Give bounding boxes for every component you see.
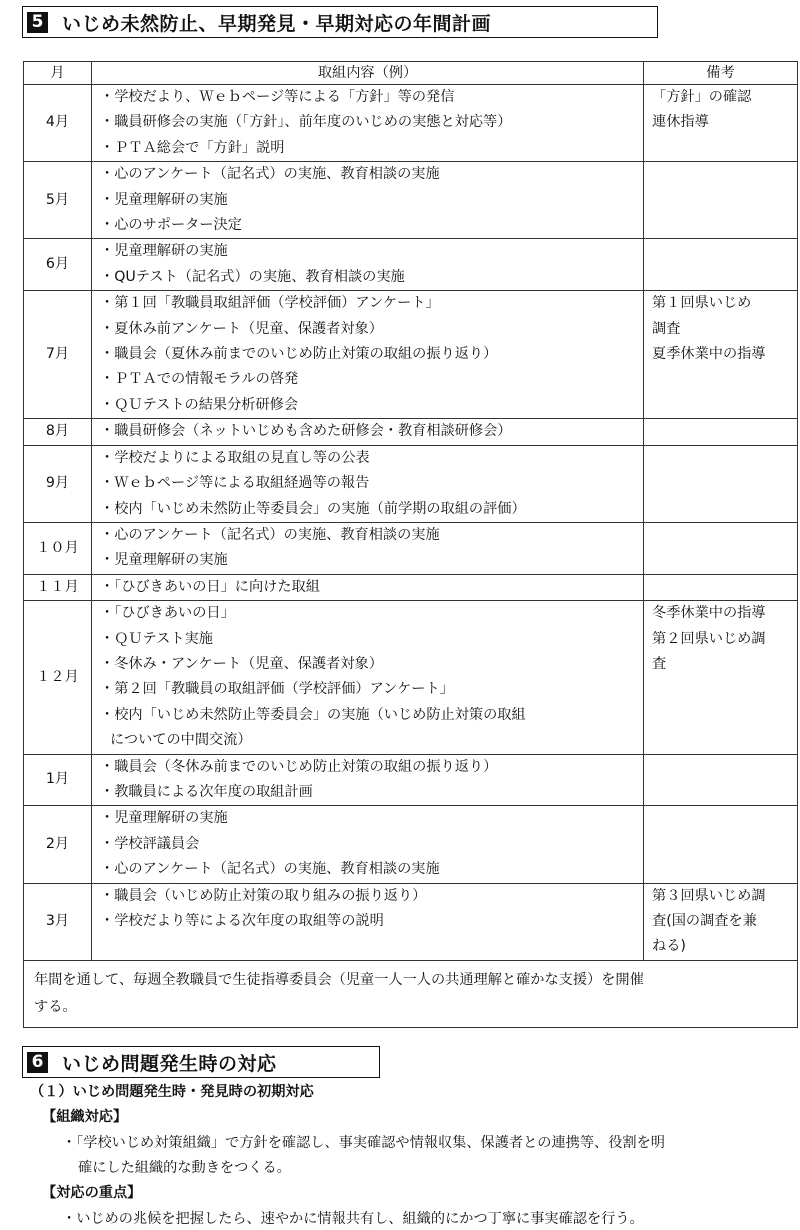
notes-cell bbox=[644, 445, 798, 522]
footer-row bbox=[24, 960, 798, 1027]
content-item: ・児童理解研の実施 bbox=[100, 243, 228, 260]
org-heading: 【組織対応】 bbox=[42, 1109, 128, 1125]
content-item: ・Ｗｅｂページ等による取組経過等の報告 bbox=[100, 475, 370, 492]
month-cell: 5月 bbox=[24, 162, 92, 239]
section-title: いじめ未然防止、早期発見・早期対応の年間計画 bbox=[62, 12, 492, 35]
content-item: ・冬休み・アンケート（児童、保護者対象） bbox=[100, 655, 383, 672]
content-cell bbox=[92, 291, 644, 419]
table-row bbox=[24, 574, 798, 600]
table-row bbox=[24, 445, 798, 522]
content-item: についての中間交流） bbox=[110, 732, 252, 749]
footer-line: する。 bbox=[34, 998, 77, 1015]
content-cell bbox=[92, 522, 644, 574]
table-row bbox=[24, 419, 798, 445]
month-cell: 9月 bbox=[24, 445, 92, 522]
content-item: ・教職員による次年度の取組計画 bbox=[100, 783, 313, 800]
table-row bbox=[24, 85, 798, 162]
content-item: ・ＰＴＡでの情報モラルの啓発 bbox=[100, 371, 299, 388]
table-row bbox=[24, 601, 798, 754]
header-content: 取組内容（例） bbox=[92, 62, 644, 85]
table-row bbox=[24, 239, 798, 291]
month-cell: 1月 bbox=[24, 754, 92, 806]
content-item: ・夏休み前アンケート（児童、保護者対象） bbox=[100, 320, 383, 337]
notes-cell bbox=[644, 806, 798, 883]
note-line: 査(国の調査を兼 bbox=[652, 913, 757, 929]
note-line: 連休指導 bbox=[652, 114, 709, 131]
footer-line: 年間を通して、毎週全教職員で生徒指導委員会（児童一人一人の共通理解と確かな支援）を開催 bbox=[34, 971, 644, 988]
content-item: ・児童理解研の実施 bbox=[100, 191, 228, 208]
section-6-heading bbox=[22, 1046, 380, 1078]
content-cell bbox=[92, 754, 644, 806]
content-item: ・QUテスト（記名式）の実施、教育相談の実施 bbox=[100, 268, 405, 285]
notes-cell bbox=[644, 419, 798, 445]
table-row bbox=[24, 883, 798, 960]
notes-cell bbox=[644, 522, 798, 574]
content-item: ・職員研修会の実施（「方針」、前年度のいじめの実態と対応等） bbox=[100, 114, 512, 131]
org-text-line: 確にした組織的な動きをつくる。 bbox=[78, 1160, 291, 1176]
section-5-heading bbox=[22, 6, 658, 38]
priority-text-line: ・いじめの兆候を把握したら、速やかに情報共有し、組織的にかつ丁寧に事実確認を行う。 bbox=[62, 1211, 644, 1227]
content-item: ・ＱＵテストの結果分析研修会 bbox=[100, 396, 299, 413]
content-item: ・心のアンケート（記名式）の実施、教育相談の実施 bbox=[100, 166, 440, 183]
annual-plan-table bbox=[23, 61, 798, 1028]
header-month: 月 bbox=[24, 62, 92, 85]
content-item: ・第１回「教職員取組評価（学校評価）アンケート」 bbox=[100, 295, 440, 312]
section-number-badge: 6 bbox=[27, 1052, 48, 1073]
content-cell bbox=[92, 239, 644, 291]
priority-heading: 【対応の重点】 bbox=[42, 1185, 142, 1201]
content-item: ・学校だより、Ｗｅｂページ等による「方針」等の発信 bbox=[100, 89, 455, 105]
content-cell bbox=[92, 574, 644, 600]
content-cell bbox=[92, 85, 644, 162]
note-line: 第３回県いじめ調 bbox=[652, 887, 766, 904]
table-row bbox=[24, 291, 798, 419]
note-line: 冬季休業中の指導 bbox=[652, 605, 766, 622]
table-row bbox=[24, 806, 798, 883]
org-text-line: ・「学校いじめ対策組織」で方針を確認し、事実確認や情報収集、保護者との連携等、役割を明 bbox=[62, 1135, 665, 1151]
note-line: 第２回県いじめ調 bbox=[652, 630, 766, 647]
notes-cell bbox=[644, 239, 798, 291]
content-item: ・第２回「教職員の取組評価（学校評価）アンケート」 bbox=[100, 681, 454, 698]
month-cell: 2月 bbox=[24, 806, 92, 883]
content-cell bbox=[92, 162, 644, 239]
content-item: ・「ひびきあいの日」に向けた取組 bbox=[100, 578, 320, 595]
content-item: ・職員会（冬休み前までのいじめ防止対策の取組の振り返り） bbox=[100, 758, 498, 775]
content-item: ・校内「いじめ未然防止等委員会」の実施（いじめ防止対策の取組 bbox=[100, 706, 526, 723]
note-line: ねる) bbox=[652, 938, 686, 955]
notes-cell bbox=[644, 883, 798, 960]
note-line: 調査 bbox=[652, 320, 681, 337]
content-cell bbox=[92, 445, 644, 522]
content-item: ・学校だより等による次年度の取組等の説明 bbox=[100, 913, 384, 929]
header-notes: 備考 bbox=[644, 62, 798, 85]
note-line: 第１回県いじめ bbox=[652, 295, 752, 312]
content-item: ・児童理解研の実施 bbox=[100, 552, 228, 569]
table-header-row bbox=[24, 62, 798, 85]
content-item: ・学校評議員会 bbox=[100, 835, 200, 852]
content-item: ・職員研修会（ネットいじめも含めた研修会・教育相談研修会） bbox=[100, 423, 512, 440]
notes-cell bbox=[644, 574, 798, 600]
table-row bbox=[24, 162, 798, 239]
notes-cell bbox=[644, 754, 798, 806]
notes-cell bbox=[644, 162, 798, 239]
month-cell: 7月 bbox=[24, 291, 92, 419]
content-item: ・校内「いじめ未然防止等委員会」の実施（前学期の取組の評価） bbox=[100, 500, 526, 517]
content-cell bbox=[92, 806, 644, 883]
notes-cell bbox=[644, 291, 798, 419]
month-cell: 4月 bbox=[24, 85, 92, 162]
notes-cell bbox=[644, 601, 798, 754]
note-line: 査 bbox=[652, 655, 667, 672]
content-item: ・児童理解研の実施 bbox=[100, 810, 228, 827]
content-item: ・ＱＵテスト実施 bbox=[100, 630, 213, 647]
month-cell: １１月 bbox=[24, 574, 92, 600]
content-cell bbox=[92, 419, 644, 445]
content-item: ・心のアンケート（記名式）の実施、教育相談の実施 bbox=[100, 861, 440, 878]
content-item: ・心のサポーター決定 bbox=[100, 217, 242, 234]
table-row bbox=[24, 754, 798, 806]
month-cell: １０月 bbox=[24, 522, 92, 574]
month-cell: 6月 bbox=[24, 239, 92, 291]
month-cell: １２月 bbox=[24, 601, 92, 754]
section-number-badge: 5 bbox=[27, 12, 48, 33]
content-cell bbox=[92, 601, 644, 754]
content-item: ・「ひびきあいの日」 bbox=[100, 605, 235, 622]
note-line: 夏季休業中の指導 bbox=[652, 346, 766, 363]
content-item: ・学校だよりによる取組の見直し等の公表 bbox=[100, 449, 370, 466]
content-item: ・心のアンケート（記名式）の実施、教育相談の実施 bbox=[100, 526, 440, 543]
footer-note bbox=[24, 960, 798, 1027]
month-cell: 8月 bbox=[24, 419, 92, 445]
section-title: いじめ問題発生時の対応 bbox=[62, 1052, 277, 1075]
content-item: ・ＰＴＡ総会で「方針」説明 bbox=[100, 139, 285, 156]
note-line: 「方針」の確認 bbox=[652, 89, 752, 105]
content-item: ・職員会（いじめ防止対策の取り組みの振り返り） bbox=[100, 887, 427, 904]
content-item: ・職員会（夏休み前までのいじめ防止対策の取組の振り返り） bbox=[100, 346, 498, 363]
notes-cell bbox=[644, 85, 798, 162]
content-cell bbox=[92, 883, 644, 960]
table-body bbox=[24, 85, 798, 961]
month-cell: 3月 bbox=[24, 883, 92, 960]
subheading: （１）いじめ問題発生時・発見時の初期対応 bbox=[30, 1084, 314, 1100]
table-row bbox=[24, 522, 798, 574]
